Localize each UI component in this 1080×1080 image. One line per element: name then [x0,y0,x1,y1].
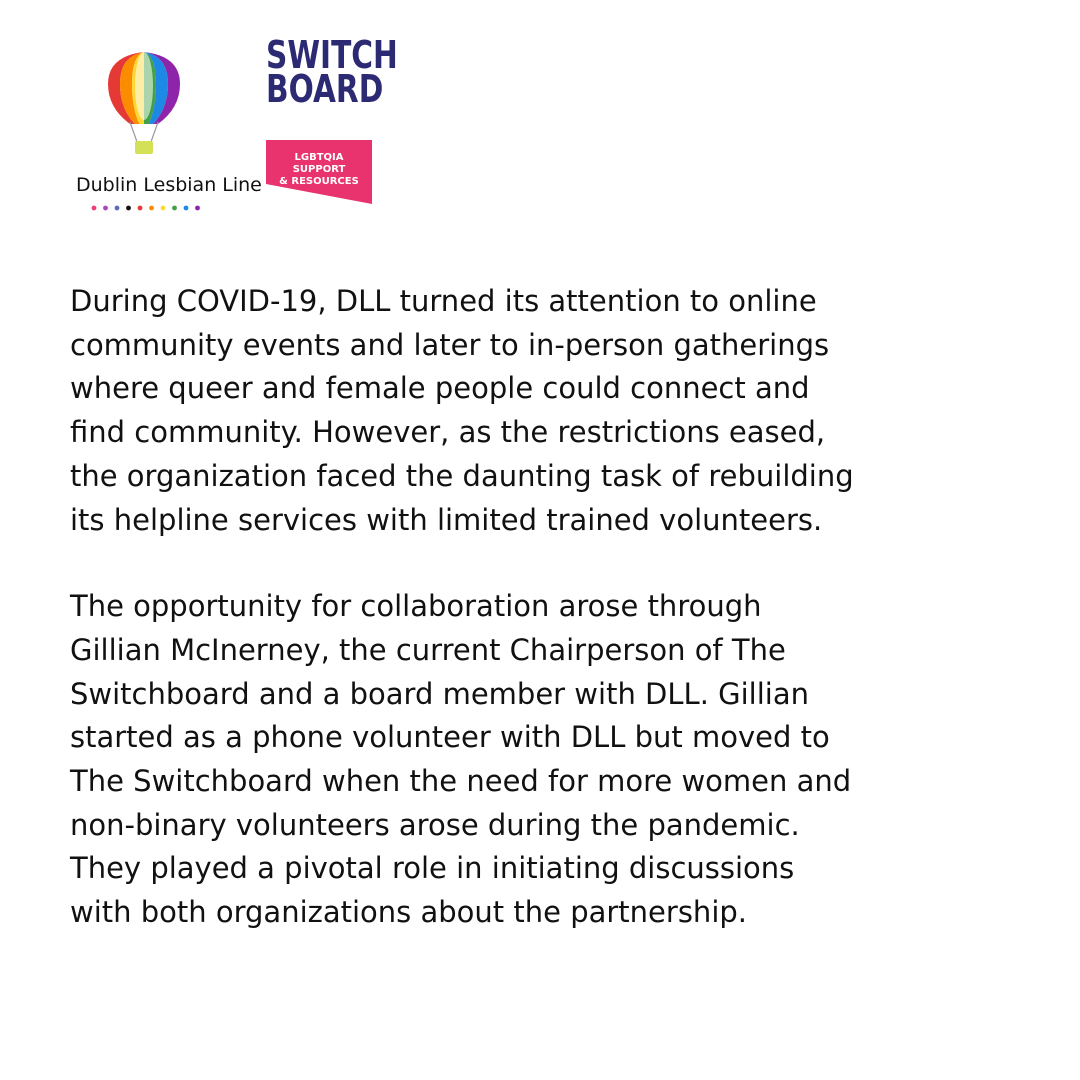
color-dots-decoration [90,204,210,212]
text-line: started as a phone volunteer with DLL but moved to [70,720,830,755]
switchboard-wordmark [266,33,398,111]
switchboard-line2: BOARD [266,67,384,111]
text-line: Gillian McInerney, the current Chairperson of The [70,632,786,667]
switchboard-tagline-line2: & RESOURCES [279,176,359,187]
color-dot [126,206,131,211]
text-line: find community. However, as the restrictions eased, [70,415,826,450]
text-line: the organization faced the daunting task of rebuilding [70,458,854,493]
balloon-highlight [135,52,153,120]
text-line: where queer and female people could connect and [70,371,810,406]
switchboard-tagline [270,152,368,188]
dll-name-text: Dublin Lesbian Line [76,174,262,196]
hot-air-balloon-icon [104,50,184,160]
text-line: non-binary volunteers arose during the pandemic. [70,807,800,842]
text-line: with both organizations about the partnership. [70,895,747,930]
text-line: The opportunity for collaboration arose through [70,589,762,624]
text-line: During COVID-19, DLL turned its attention to online [70,284,817,318]
switchboard-logo [266,33,398,206]
paragraph-covid [70,280,1020,542]
color-dot [115,206,120,211]
text-line: Switchboard and a board member with DLL. Gillian [70,676,809,711]
color-dot [195,206,200,211]
text-line: community events and later to in-person gatherings [70,327,830,362]
dublin-lesbian-line-logo [76,40,262,220]
color-dot [161,206,166,211]
logo-header [0,0,1080,240]
switchboard-tagline-line1: LGBTQIA SUPPORT [292,152,346,175]
text-line: They played a pivotal role in initiating discussions [70,851,795,886]
paragraph-collaboration [70,585,1020,935]
color-dot [138,206,143,211]
text-line: The Switchboard when the need for more women and [70,764,852,799]
switchboard-line1: SWITCH [266,33,398,77]
color-dot [92,206,97,211]
article-body [70,280,1020,935]
color-dot [184,206,189,211]
color-dot [103,206,108,211]
text-line: its helpline services with limited trained volunteers. [70,502,823,537]
color-dot [172,206,177,211]
color-dot [149,206,154,211]
